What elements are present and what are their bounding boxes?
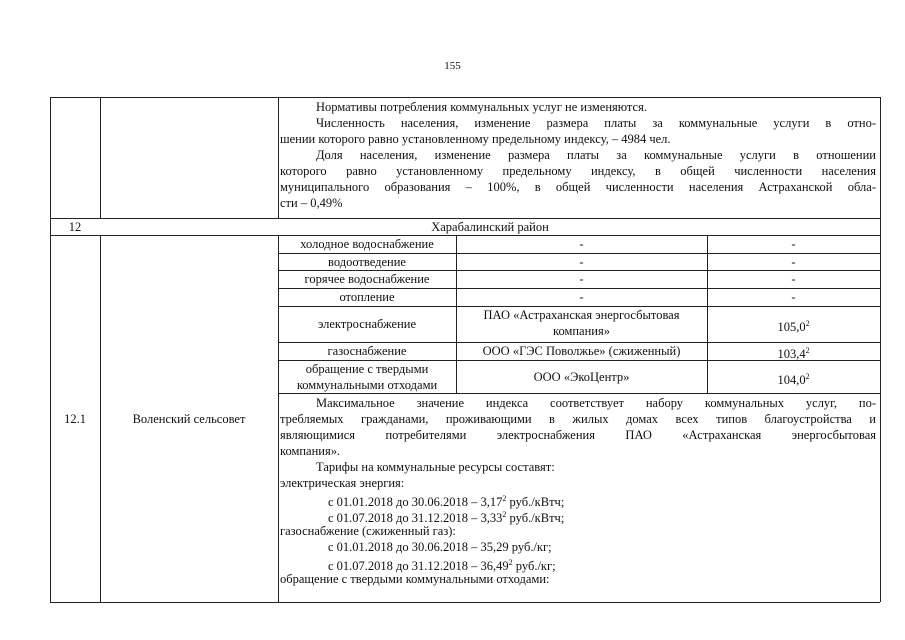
district-name: Харабалинский район — [431, 220, 549, 234]
page-number: 155 — [444, 60, 461, 72]
text-line: с 01.01.2018 до 30.06.2018 – 35,29 руб./кг; — [328, 540, 552, 554]
text-line: муниципального образования – 100%, в общей численности населения Астраханской обла- — [280, 180, 876, 194]
service-name: горячее водоснабжение — [304, 272, 430, 286]
text-line: газоснабжение (сжиженный газ): — [280, 524, 456, 538]
service-name: водоотведение — [328, 255, 406, 269]
service-index: - — [791, 237, 796, 251]
text-line: Максимальное значение индекса соответствует набору коммунальных услуг, по- — [316, 396, 876, 410]
text-line: Численность населения, изменение размера платы за коммунальные услуги в отно- — [316, 116, 876, 130]
service-name: отопление — [339, 290, 395, 304]
settlement-name: Воленский сельсовет — [132, 412, 246, 426]
service-provider: компания» — [553, 324, 610, 338]
text-line: с 01.07.2018 до 31.12.2018 – 3,33$^2$ руб./кВтч; — [328, 510, 565, 526]
text-line: компания». — [280, 444, 341, 458]
top-text-block — [280, 99, 876, 211]
document-table — [50, 97, 880, 602]
service-name: коммунальными отходами — [296, 378, 438, 392]
text-line: обращение с твердыми коммунальными отходами: — [280, 572, 550, 586]
service-provider: - — [579, 255, 584, 269]
service-provider: - — [579, 290, 584, 304]
service-provider: - — [579, 272, 584, 286]
settlement-description — [280, 395, 876, 587]
service-index: 105,0$^2$ — [777, 319, 810, 335]
text-line: с 01.01.2018 до 30.06.2018 – 3,17$^2$ руб./кВтч; — [328, 494, 565, 510]
service-index: 104,0$^2$ — [777, 372, 810, 388]
text-line: с 01.07.2018 до 31.12.2018 – 36,49$^2$ руб./кг; — [328, 558, 556, 574]
text-line: Тарифы на коммунальные ресурсы составят: — [316, 460, 555, 474]
text-line: шении которого равно установленному предельному индексу, – 4984 чел. — [280, 132, 671, 146]
service-provider: ООО «ЭкоЦентр» — [533, 370, 630, 384]
text-line: являющимися потребителями электроснабжения ПАО «Астраханская энергосбытовая — [280, 428, 876, 442]
service-name: холодное водоснабжение — [300, 237, 434, 251]
text-line: электрическая энергия: — [280, 476, 405, 490]
text-line: Нормативы потребления коммунальных услуг не изменяются. — [316, 100, 647, 114]
service-name: обращение с твердыми — [305, 362, 429, 376]
text-line: сти – 0,49% — [280, 196, 343, 210]
service-index: - — [791, 290, 796, 304]
service-provider: ПАО «Астраханская энергосбытовая — [483, 308, 680, 322]
service-index: - — [791, 255, 796, 269]
text-line: которого равно установленному предельному индексу, в общей численности населения — [280, 164, 876, 178]
service-name: электроснабжение — [317, 317, 417, 331]
text-line: Доля населения, изменение размера платы за коммунальные услуги в отношении — [316, 148, 876, 162]
settlement-number: 12.1 — [64, 412, 86, 426]
service-provider: ООО «ГЭС Поволжье» (сжиженный) — [482, 344, 681, 358]
service-index: - — [791, 272, 796, 286]
service-provider: - — [579, 237, 584, 251]
district-number: 12 — [68, 220, 82, 234]
service-name: газоснабжение — [327, 344, 407, 358]
text-line: требляемых гражданами, проживающими в жилых домах всех типов благоустройства и — [280, 412, 876, 426]
service-index: 103,4$^2$ — [777, 346, 810, 362]
